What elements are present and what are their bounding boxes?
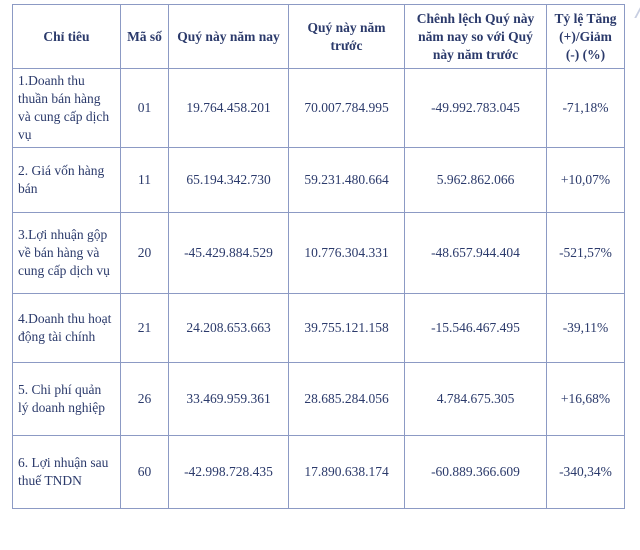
row-previous-quarter: 28.685.284.056 <box>289 362 405 435</box>
row-code: 20 <box>121 212 169 293</box>
column-header-percent: Tỷ lệ Tăng (+)/Giảm (-) (%) <box>547 5 625 69</box>
row-percent: -521,57% <box>547 212 625 293</box>
row-percent: -71,18% <box>547 69 625 147</box>
row-label: 2. Giá vốn hàng bán <box>13 147 121 212</box>
column-header-difference: Chênh lệch Quý này năm nay so với Quý này năm trước <box>405 5 547 69</box>
row-current-quarter: -45.429.884.529 <box>169 212 289 293</box>
row-current-quarter: -42.998.728.435 <box>169 435 289 508</box>
column-header-current-quarter: Quý này năm nay <box>169 5 289 69</box>
row-difference: -48.657.944.404 <box>405 212 547 293</box>
row-difference: 5.962.862.066 <box>405 147 547 212</box>
row-current-quarter: 24.208.653.663 <box>169 293 289 362</box>
row-label: 5. Chi phí quản lý doanh nghiệp <box>13 362 121 435</box>
table-row <box>13 212 625 293</box>
row-code: 26 <box>121 362 169 435</box>
row-previous-quarter: 59.231.480.664 <box>289 147 405 212</box>
table-row <box>13 435 625 508</box>
row-current-quarter: 33.469.959.361 <box>169 362 289 435</box>
row-percent: +10,07% <box>547 147 625 212</box>
column-header-code: Mã số <box>121 5 169 69</box>
row-label: 1.Doanh thu thuần bán hàng và cung cấp dịch vụ <box>13 69 121 147</box>
row-percent: -340,34% <box>547 435 625 508</box>
table-row <box>13 362 625 435</box>
row-difference: 4.784.675.305 <box>405 362 547 435</box>
row-current-quarter: 19.764.458.201 <box>169 69 289 147</box>
table-row <box>13 147 625 212</box>
table-row <box>13 293 625 362</box>
row-previous-quarter: 17.890.638.174 <box>289 435 405 508</box>
row-percent: +16,68% <box>547 362 625 435</box>
row-code: 01 <box>121 69 169 147</box>
row-difference: -15.546.467.495 <box>405 293 547 362</box>
row-difference: -60.889.366.609 <box>405 435 547 508</box>
row-current-quarter: 65.194.342.730 <box>169 147 289 212</box>
row-code: 21 <box>121 293 169 362</box>
row-code: 11 <box>121 147 169 212</box>
row-previous-quarter: 10.776.304.331 <box>289 212 405 293</box>
row-label: 6. Lợi nhuận sau thuế TNDN <box>13 435 121 508</box>
row-difference: -49.992.783.045 <box>405 69 547 147</box>
row-label: 3.Lợi nhuận gộp về bán hàng và cung cấp dịch vụ <box>13 212 121 293</box>
row-percent: -39,11% <box>547 293 625 362</box>
row-label: 4.Doanh thu hoạt động tài chính <box>13 293 121 362</box>
row-previous-quarter: 70.007.784.995 <box>289 69 405 147</box>
column-header-previous-quarter: Quý này năm trước <box>289 5 405 69</box>
table-header-row <box>13 5 625 69</box>
row-previous-quarter: 39.755.121.158 <box>289 293 405 362</box>
row-code: 60 <box>121 435 169 508</box>
document-page <box>0 4 640 550</box>
column-header-indicator: Chỉ tiêu <box>13 5 121 69</box>
table-row <box>13 69 625 147</box>
financial-comparison-table <box>12 4 625 509</box>
